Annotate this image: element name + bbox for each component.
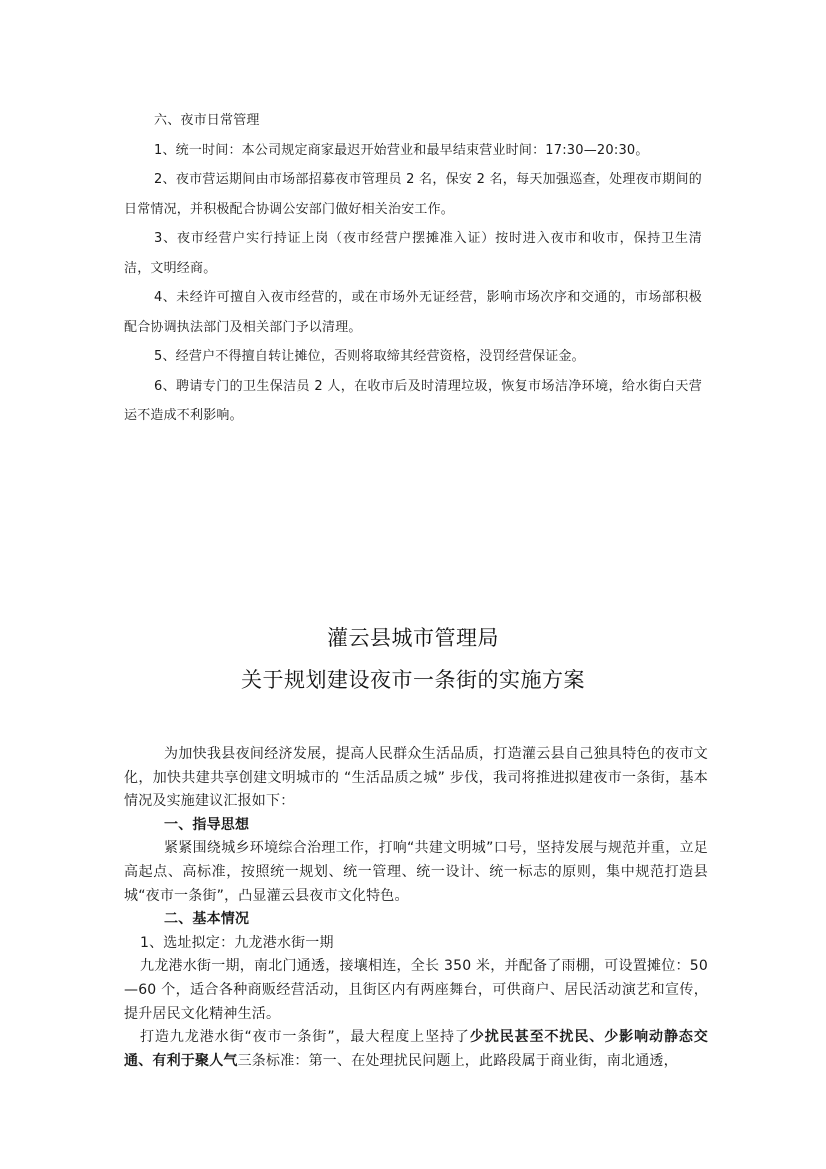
section-heading: 六、夜市日常管理 bbox=[154, 113, 260, 128]
document-title: 关于规划建设夜市一条街的实施方案 bbox=[241, 668, 585, 692]
standards-text: 打造九龙港水街“夜市一条街”，最大程度上坚持了 bbox=[140, 1029, 470, 1046]
heading-basic-situation: 二、基本情况 bbox=[164, 911, 250, 928]
standard-one: 少扰民甚至不扰民 bbox=[469, 1029, 590, 1046]
intro-paragraph: 为加快我县夜间经济发展，提高人民群众生活品质，打造灌云县自己独具特色的夜市文化，加快共建共享创建文明城市的 “生活品质之城” 步伐，我司将推进拟建夜市一条街，基本情况及实施建议汇报如下： bbox=[124, 746, 708, 810]
standard-separator: 、 bbox=[589, 1029, 605, 1046]
list-item: 3、夜市经营户实行持证上岗（夜市经营户摆摊准入证）按时进入夜市和收市，保持卫生清洁，文明经商。 bbox=[124, 231, 702, 276]
list-item: 2、夜市营运期间由市场部招募夜市管理员 2 名，保安 2 名，每天加强巡查，处理夜市期间的日常情况，并积极配合协调公安部门做好相关治安工作。 bbox=[124, 172, 702, 217]
standard-separator: 、 bbox=[138, 1052, 153, 1069]
standards-text-continued: 三条标准：第一、在处理扰民问题上，此路段属于商业街，南北通透， bbox=[237, 1052, 678, 1069]
guiding-ideology-paragraph: 紧紧围绕城乡环境综合治理工作，打响“共建文明城”口号，坚持发展与规范并重，立足高起点、高标准，按照统一规划、统一管理、统一设计、统一标志的原则，集中规范打造县城“夜市一条街”，凸显灌云县夜市文化特色。 bbox=[124, 840, 708, 904]
standards-paragraph bbox=[124, 1026, 708, 1073]
list-item: 1、统一时间：本公司规定商家最迟开始营业和最早结束营业时间：17:30—20:30。 bbox=[154, 142, 649, 158]
standard-two: 少影响动静态交通 bbox=[124, 1029, 709, 1069]
site-description-paragraph: 九龙港水街一期，南北门通透，接壤相连，全长 350 米，并配备了雨棚，可设置摊位：50—60 个，适合各种商贩经营活动，且街区内有两座舞台，可供商户、居民活动演艺和宣传，提升居民文化精神生活。 bbox=[124, 958, 708, 1022]
document-title-org: 灌云县城市管理局 bbox=[327, 626, 499, 650]
site-selection: 1、选址拟定：九龙港水街一期 bbox=[140, 934, 334, 951]
plan-body bbox=[124, 743, 708, 1073]
heading-guiding-ideology: 一、指导思想 bbox=[164, 816, 250, 833]
list-item: 6、聘请专门的卫生保洁员 2 人，在收市后及时清理垃圾，恢复市场洁净环境，给水街白天营运不造成不利影响。 bbox=[124, 378, 702, 423]
standard-three: 有利于聚人气 bbox=[152, 1052, 238, 1069]
list-item: 4、未经许可擅自入夜市经营的，或在市场外无证经营，影响市场次序和交通的，市场部积极配合协调执法部门及相关部门予以清理。 bbox=[124, 290, 702, 335]
night-market-management-section bbox=[124, 106, 702, 431]
list-item: 5、经营户不得擅自转让摊位，否则将取缔其经营资格，没罚经营保证金。 bbox=[154, 349, 585, 364]
